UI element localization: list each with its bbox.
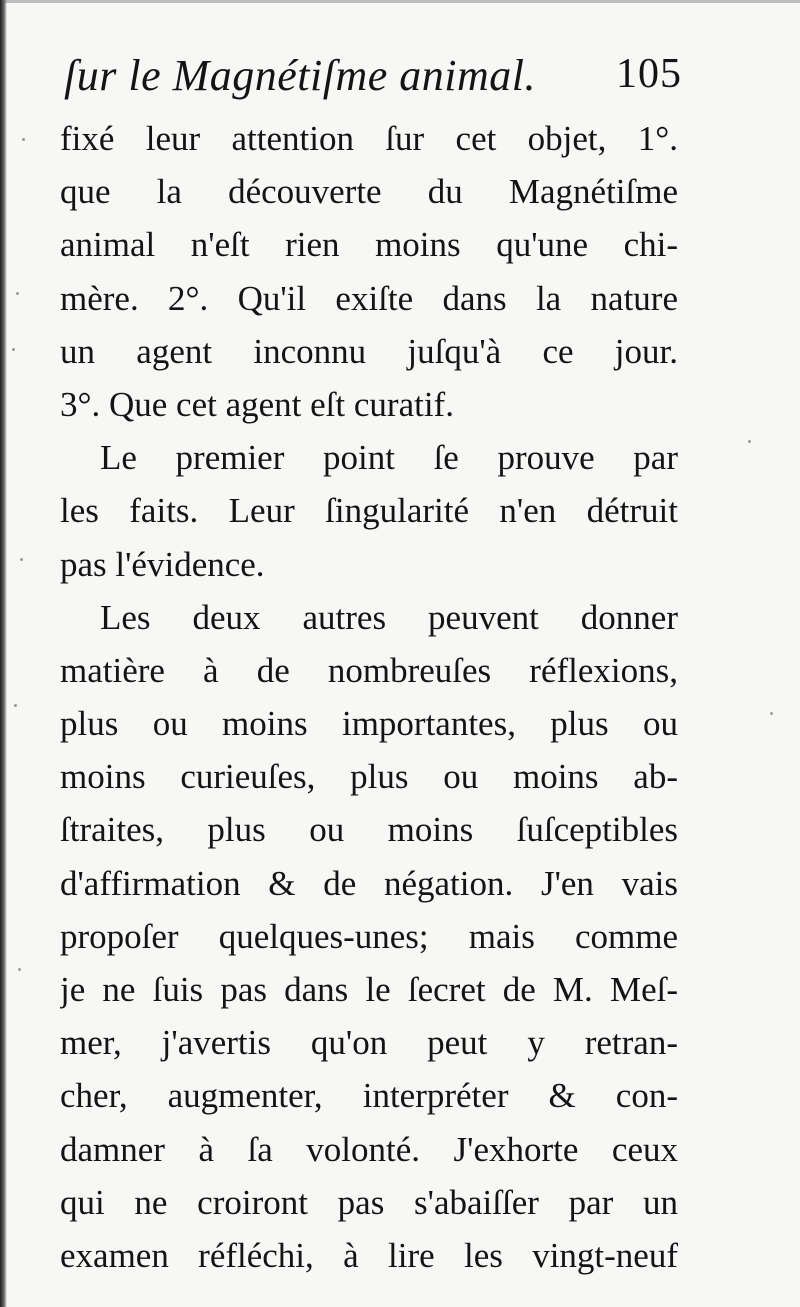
text-line: pas l'évidence. bbox=[60, 544, 265, 584]
text-line: matière à de nombreuſes réflexions, bbox=[60, 650, 678, 690]
text-line: qui ne croiront pas s'abaiſſer par un bbox=[60, 1182, 678, 1222]
text-line: Les deux autres peuvent donner bbox=[100, 597, 678, 637]
text-line: animal n'eſt rien moins qu'une chi- bbox=[60, 225, 678, 265]
text-line: 3°. Que cet agent eſt curatif. bbox=[60, 384, 454, 424]
text-line: ſtraites, plus ou moins ſuſceptibles bbox=[60, 810, 678, 850]
text-line: examen réfléchi, à lire les vingt-neuf bbox=[60, 1235, 678, 1275]
text-line: les faits. Leur ſingularité n'en détruit bbox=[60, 491, 678, 531]
text-line: propoſer quelques-unes; mais comme bbox=[60, 916, 678, 956]
text-line: mère. 2°. Qu'il exiſte dans la nature bbox=[60, 278, 678, 318]
scan-speck bbox=[20, 558, 23, 561]
text-line: d'affirmation & de négation. J'en vais bbox=[60, 863, 678, 903]
text-line: Le premier point ſe prouve par bbox=[100, 438, 678, 478]
text-line: je ne ſuis pas dans le ſecret de M. Meſ- bbox=[60, 970, 678, 1009]
text-line: que la découverte du Magnétiſme bbox=[60, 172, 678, 212]
scan-speck bbox=[16, 292, 19, 295]
running-title: ſur le Magnétiſme animal. bbox=[64, 51, 536, 100]
scan-speck bbox=[770, 712, 773, 715]
text-line: moins curieuſes, plus ou moins ab- bbox=[60, 757, 678, 797]
scan-speck bbox=[18, 968, 21, 971]
scan-edge-top bbox=[0, 0, 800, 3]
text-line: mer, j'avertis qu'on peut y retran- bbox=[60, 1023, 678, 1063]
scan-speck bbox=[14, 704, 17, 707]
text-line: cher, augmenter, interpréter & con- bbox=[60, 1076, 678, 1116]
scan-speck bbox=[12, 348, 15, 351]
page-header bbox=[64, 44, 682, 110]
scan-speck bbox=[748, 440, 751, 443]
text-line: un agent inconnu juſqu'à ce jour. bbox=[60, 331, 678, 371]
scan-edge-left bbox=[0, 0, 7, 1307]
page-number: 105 bbox=[616, 51, 682, 97]
scan-speck bbox=[22, 138, 25, 141]
text-line: fixé leur attention ſur cet objet, 1°. bbox=[60, 119, 678, 158]
text-line: damner à ſa volonté. J'exhorte ceux bbox=[60, 1129, 678, 1169]
body-text bbox=[60, 112, 678, 1282]
text-line: plus ou moins importantes, plus ou bbox=[60, 704, 678, 744]
